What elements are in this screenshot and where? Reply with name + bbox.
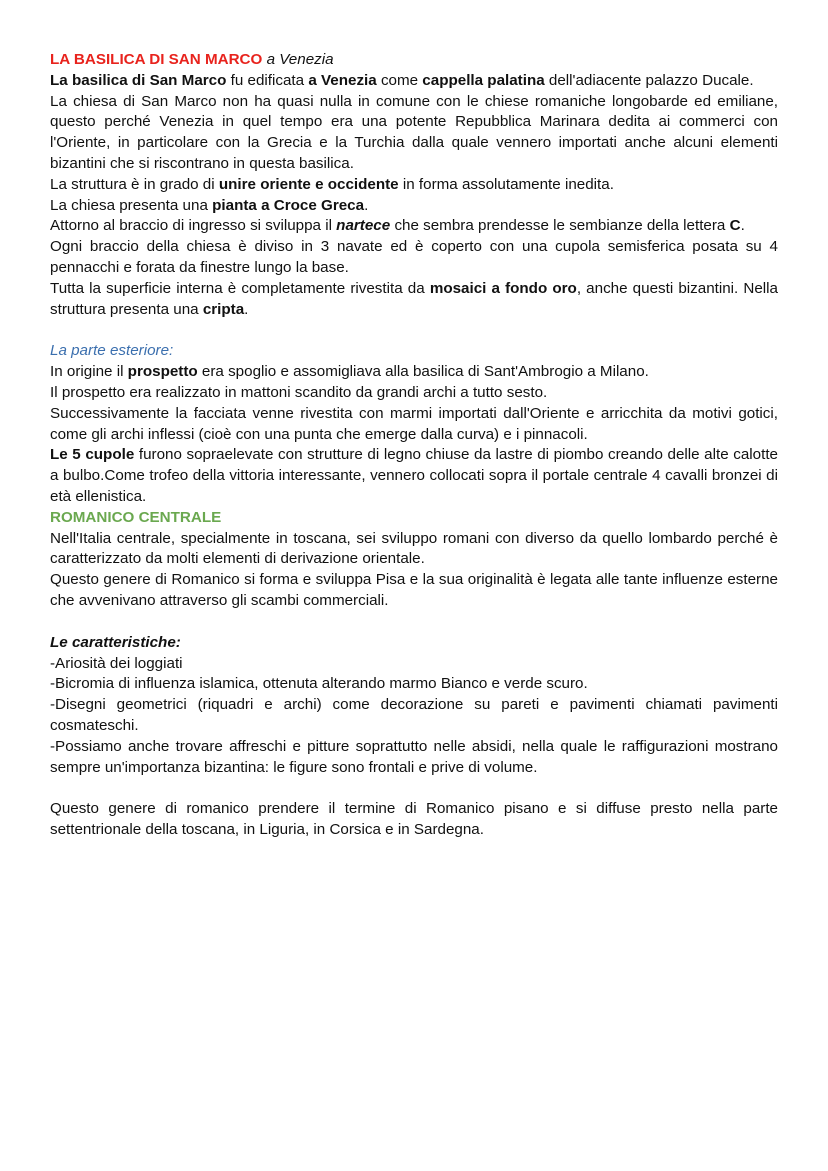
text-run: in forma assolutamente inedita. [398,175,614,193]
romanico-paragraph-2: Questo genere di Romanico si forma e sviluppa Pisa e la sua originalità è legata alle tante influenze esterne che avvenivano attraverso gli scambi commerciali. [50,571,778,609]
text-run: come [376,71,423,89]
text-run: La struttura è in grado di [50,175,219,193]
bold-text: cripta [202,300,245,318]
romanico-heading: ROMANICO CENTRALE [50,508,222,526]
bold-text: prospetto [127,363,198,381]
bold-text: C [729,217,741,235]
bold-text: pianta a Croce Greca [212,196,365,214]
features-item: -Possiamo anche trovare affreschi e pitture soprattutto nelle absidi, nella quale le raffigurazioni mostrano sempre un'importanza bizantina: le figure sono frontali e prive di volume. [50,737,778,776]
spacer [50,612,778,633]
text-run: In origine il [50,363,128,381]
spacer [50,320,778,341]
text-run: fu edificata [226,71,309,89]
bold-text: La basilica di San Marco [50,71,227,89]
spacer [50,778,778,799]
exterior-paragraph-4 [50,445,778,507]
exterior-paragraph-3: Successivamente la facciata venne rivestita con marmi importati dall'Oriente e arricchita da motivi gotici, come gli archi inflessi (cioè con una punta che emerge dalla curva) e i pinnacoli. [50,404,778,443]
text-run: . [244,300,249,318]
closing-paragraph: Questo genere di romanico prendere il termine di Romanico pisano e si diffuse presto nella parte settentrionale della toscana, in Liguria, in Corsica e in Sardegna. [50,800,778,839]
intro-paragraph-1 [50,71,778,92]
exterior-paragraph-1 [50,362,778,383]
bold-text: cappella palatina [422,71,545,89]
text-run: . [740,217,745,235]
text-run: Tutta la superficie interna è completamente rivestita da [50,279,430,297]
intro-paragraph-7 [50,279,778,321]
features-item: -Ariosità dei loggiati [50,654,183,672]
text-run: La chiesa presenta una [50,196,213,214]
text-run: era spoglio e assomigliava alla basilica di Sant'Ambrogio a Milano. [197,363,649,381]
intro-paragraph-3 [50,175,778,196]
exterior-paragraph-2: Il prospetto era realizzato in mattoni scandito da grandi archi a tutto sesto. [50,383,548,401]
page-title [50,50,778,71]
bold-italic-text: nartece [336,217,391,235]
bold-text: unire oriente e occidente [218,175,399,193]
romanico-paragraph-1: Nell'Italia centrale, specialmente in toscana, sei sviluppo romani con diverso da quello lombardo perché è caratterizzato da molti elementi di derivazione orientale. [50,529,778,568]
bold-text: a Venezia [308,71,377,89]
features-item: -Disegni geometrici (riquadri e archi) come decorazione su pareti e pavimenti chiamati pavimenti cosmateschi. [50,696,778,734]
text-run: furono sopraelevate con strutture di legno chiuse da lastre di piombo creando delle alte calotte a bulbo.Come trofeo della vittoria interessante, vennero collocati sopra il portale centrale 4 cavalli bronzei di età ellenistica. [50,446,778,505]
title-main: LA BASILICA DI SAN MARCO [50,51,263,68]
text-run: . [364,196,369,214]
text-run: che sembra prendesse le sembianze della lettera [390,217,730,235]
text-run: Attorno al braccio di ingresso si sviluppa il [50,217,337,235]
features-heading [50,633,778,654]
text-run: dell'adiacente palazzo Ducale. [544,71,754,89]
features-heading-text: Le caratteristiche: [50,633,181,651]
bold-text: mosaici a fondo oro [429,279,577,297]
intro-paragraph-4 [50,196,778,217]
bold-text: Le 5 cupole [50,446,135,464]
text-run: , anche questi bizantini. Nella struttura presenta una [50,279,779,318]
intro-paragraph-6: Ogni braccio della chiesa è diviso in 3 navate ed è coperto con una cupola semisferica posata su 4 pennacchi e forata da finestre lungo la base. [50,238,778,276]
exterior-heading: La parte esteriore: [50,342,174,360]
intro-paragraph-5 [50,216,778,237]
title-suffix: a Venezia [266,51,334,68]
features-item: -Bicromia di influenza islamica, ottenuta alterando marmo Bianco e verde scuro. [50,675,588,693]
intro-paragraph-2: La chiesa di San Marco non ha quasi nulla in comune con le chiese romaniche longobarde ed emiliane, questo perché Venezia in quel tempo era una potente Repubblica Marinara dedita ai commerci con l'Oriente, in particolare con la Grecia e la Turchia dalla quale vennero importati anche alcuni elementi bizantini che si riscontrano in questa basilica. [50,92,778,172]
